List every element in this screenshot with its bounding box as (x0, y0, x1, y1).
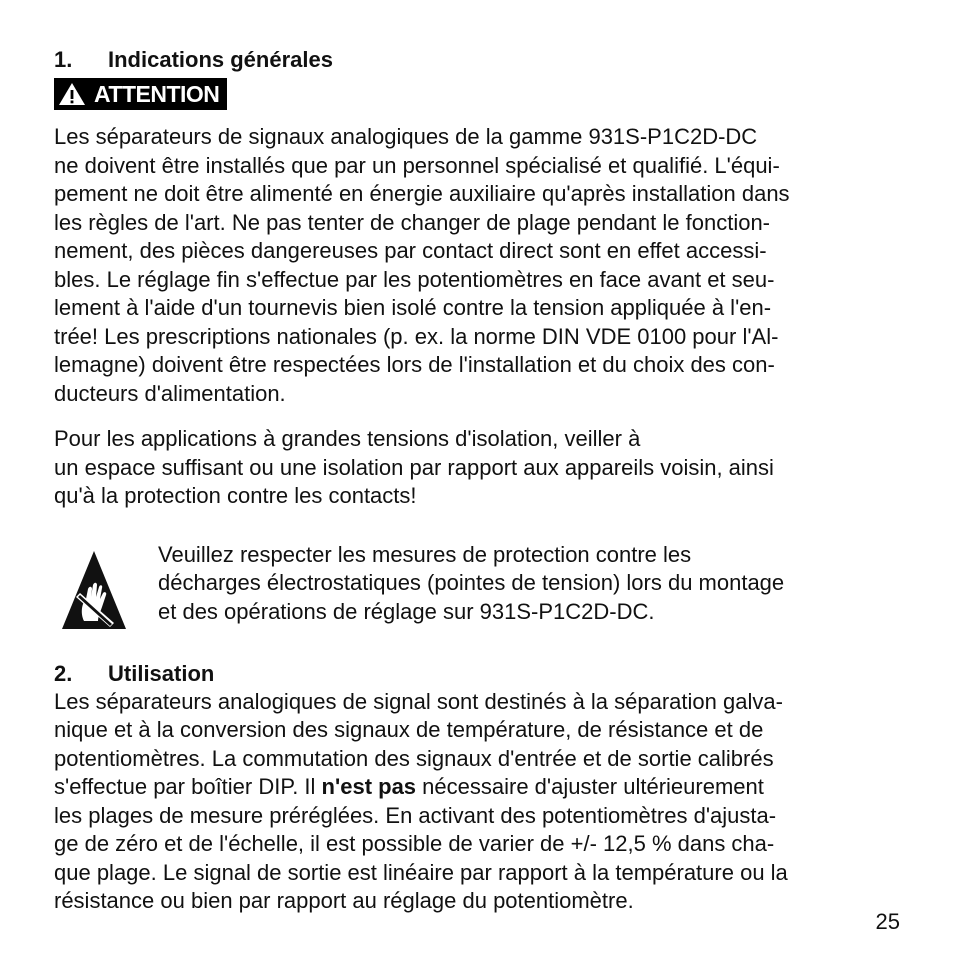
emphasis-text: n'est pas (321, 774, 417, 799)
text-fragment: s'effectue par boîtier DIP. Il (54, 774, 322, 799)
attention-banner (54, 78, 227, 110)
warning-triangle-icon (58, 82, 86, 106)
text-line: Les séparateurs de signaux analogiques de la gamme 931S-P1C2D-DC (54, 124, 758, 149)
esd-icon-wrapper (54, 541, 158, 634)
section-2-number: 2. (54, 660, 73, 686)
text-line: lemagne) doivent être respectées lors de l'installation et du choix des con- (54, 352, 775, 377)
text-line-with-emphasis (54, 773, 900, 802)
safety-paragraph (54, 123, 900, 408)
section-2-heading (54, 660, 900, 688)
text-line: décharges électrostatiques (pointes de tension) lors du montage (158, 570, 785, 595)
text-line: ge de zéro et de l'échelle, il est possible de varier de +/- 12,5 % dans cha- (54, 831, 775, 856)
text-line: qu'à la protection contre les contacts! (54, 483, 417, 508)
page-number: 25 (875, 909, 900, 934)
text-fragment: nécessaire d'ajuster ultérieurement (416, 774, 764, 799)
text-line: bles. Le réglage fin s'effectue par les potentiomètres en face avant et seu- (54, 266, 775, 292)
text-line: nement, des pièces dangereuses par contact direct sont en effet accessi- (54, 238, 767, 263)
text-line: un espace suffisant ou une isolation par rapport aux appareils voisin, ainsi (54, 454, 774, 480)
usage-paragraph (54, 688, 900, 916)
text-line: nique et à la conversion des signaux de température, de résistance et de (54, 717, 764, 742)
text-line: les règles de l'art. Ne pas tenter de changer de plage pendant le fonction- (54, 209, 770, 235)
section-1-title: Indications générales (108, 47, 333, 72)
text-line: pement ne doit être alimenté en énergie auxiliaire qu'après installation dans (54, 181, 790, 206)
text-line: ducteurs d'alimentation. (54, 380, 286, 406)
esd-notice (54, 541, 900, 634)
text-line: et des opérations de réglage sur 931S-P1C2D-DC. (158, 598, 655, 624)
text-line: résistance ou bien par rapport au réglage du potentiomètre. (54, 888, 634, 913)
text-line: que plage. Le signal de sortie est linéaire par rapport à la température ou la (54, 859, 788, 885)
section-2-title: Utilisation (108, 660, 215, 686)
attention-label: ATTENTION (94, 80, 220, 107)
text-line: trée! Les prescriptions nationales (p. ex. la norme DIN VDE 0100 pour l'Al- (54, 323, 779, 349)
text-line: Veuillez respecter les mesures de protection contre les (158, 541, 692, 567)
section-1-number: 1. (54, 47, 73, 72)
esd-text (158, 541, 784, 634)
esd-warning-icon (62, 551, 126, 629)
text-line: Les séparateurs analogiques de signal sont destinés à la séparation galva- (54, 688, 783, 714)
text-line: Pour les applications à grandes tensions d'isolation, veiller à (54, 426, 641, 451)
text-line: potentiomètres. La commutation des signaux d'entrée et de sortie calibrés (54, 745, 774, 771)
text-line: ne doivent être installés que par un personnel spécialisé et qualifié. L'équi- (54, 152, 780, 178)
section-1-heading (54, 46, 900, 74)
text-line: les plages de mesure préréglées. En activant des potentiomètres d'ajusta- (54, 802, 777, 828)
isolation-paragraph (54, 425, 900, 511)
manual-page (54, 46, 900, 916)
text-line: lement à l'aide d'un tournevis bien isolé contre la tension appliquée à l'en- (54, 295, 772, 320)
